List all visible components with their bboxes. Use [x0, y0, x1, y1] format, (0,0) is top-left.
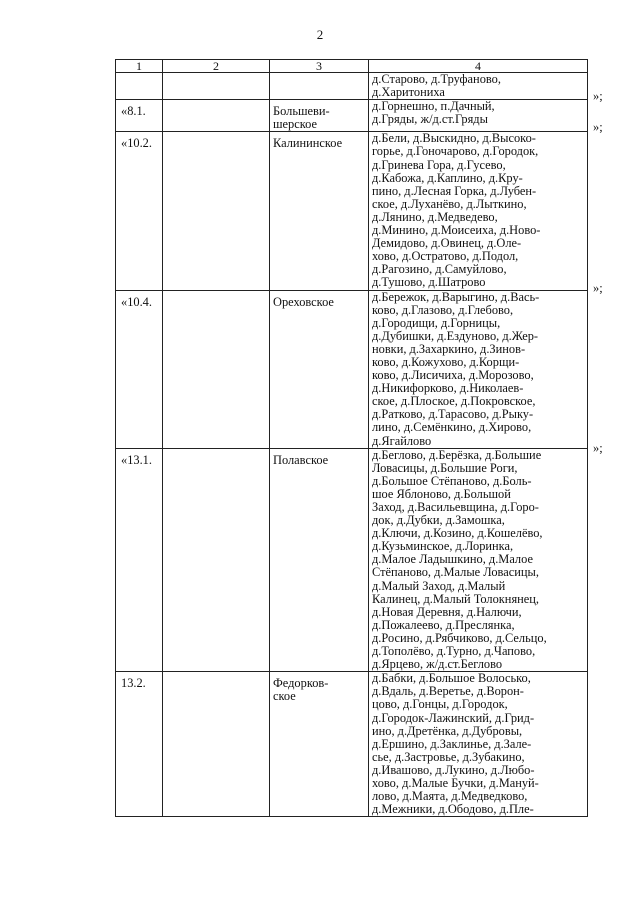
settlement-name: Ореховское [270, 290, 369, 448]
row-col2 [163, 290, 270, 448]
row-code: «10.4. [116, 290, 163, 448]
settlement-places: д.Бели, д.Выскидно, д.Высоко- горье, д.Гоночарово, д.Городок, д.Гринева Гора, д.Гусево, д.Кабожа, д.Каплино, д.Кру- пино, д.Лесная Горка, д.Лубен- ское, д.Луханёво, д.Лыткино, д.Лянино, д.Медведево, д.Минино, д.Моисеиха, д.Ново- Демидово, д.Овинец, д.Оле- хово, д.Остратово, д.Подол, д.Рагозино, д.Самуйлово, д.Тушово, д.Шатрово [369, 132, 588, 290]
row-closing-mark: »; [593, 120, 603, 134]
settlement-name: Калининское [270, 132, 369, 290]
column-number-4: 4 [369, 60, 588, 73]
table-row [116, 73, 588, 100]
settlement-name: Большеви- шерское [270, 100, 369, 132]
table-row [116, 100, 588, 132]
table-row [116, 672, 588, 817]
table-header-row [116, 60, 588, 73]
row-code: «13.1. [116, 448, 163, 672]
row-col2 [163, 100, 270, 132]
settlement-name [270, 73, 369, 100]
row-closing-mark: »; [593, 281, 603, 295]
row-code: 13.2. [116, 672, 163, 817]
row-col2 [163, 73, 270, 100]
row-code: «10.2. [116, 132, 163, 290]
row-col2 [163, 672, 270, 817]
column-number-1: 1 [116, 60, 163, 73]
page-number: 2 [316, 27, 324, 42]
settlement-places: д.Бабки, д.Большое Волосько, д.Вдаль, д.Веретье, д.Ворон- цово, д.Гонцы, д.Городок, д.Городок-Лажинский, д.Грид- ино, д.Дретёнка, д.Дубровы, д.Ершино, д.Заклинье, д.Зале- сье, д.Застровье, д.Зубакино, д.Ивашово, д.Лукино, д.Любо- хово, д.Малые Бучки, д.Мануй- лово, д.Маята, д.Медведково, д.Межники, д.Ободово, д.Пле- [369, 672, 588, 817]
row-closing-mark: »; [593, 441, 603, 455]
settlement-places: д.Беглово, д.Берёзка, д.Большие Ловасицы, д.Большие Роги, д.Большое Стёпаново, д.Боль- шое Яблоново, д.Большой Заход, д.Васильевщина, д.Горо- док, д.Дубки, д.Замошка, д.Ключи, д.Козино, д.Кошелёво, д.Кузьминское, д.Лоринка, д.Малое Ладышкино, д.Малое Стёпаново, д.Малые Ловасицы, д.Малый Заход, д.Малый Калинец, д.Малый Толокнянец, д.Новая Деревня, д.Налючи, д.Пожалеево, д.Преслянка, д.Росино, д.Рябчиково, д.Сельцо, д.Тополёво, д.Турно, д.Чапово, д.Ярцево, ж/д.ст.Беглово [369, 448, 588, 672]
column-number-2: 2 [163, 60, 270, 73]
table-row [116, 132, 588, 290]
settlement-places: д.Старово, д.Труфаново, д.Харитониха [369, 73, 588, 100]
row-code: «8.1. [116, 100, 163, 132]
row-col2 [163, 132, 270, 290]
settlement-places: д.Горнешно, п.Дачный, д.Гряды, ж/д.ст.Гряды [369, 100, 588, 132]
row-code [116, 73, 163, 100]
table-row [116, 290, 588, 448]
settlements-table [115, 59, 588, 817]
row-col2 [163, 448, 270, 672]
settlement-name: Полавское [270, 448, 369, 672]
table-row [116, 448, 588, 672]
column-number-3: 3 [270, 60, 369, 73]
settlement-places: д.Бережок, д.Варыгино, д.Вась- ково, д.Глазово, д.Глебово, д.Городищи, д.Горницы, д.Дубишки, д.Ездуново, д.Жер- новки, д.Захаркино, д.Зинов- ково, д.Кожухово, д.Корщи- ково, д.Лисичиха, д.Морозово, д.Никифорково, д.Николаев- ское, д.Плоское, д.Покровское, д.Ратково, д.Тарасово, д.Рыку- лино, д.Семёнкино, д.Хирово, д.Ягайлово [369, 290, 588, 448]
settlement-name: Федорков- ское [270, 672, 369, 817]
row-closing-mark: »; [593, 89, 603, 103]
